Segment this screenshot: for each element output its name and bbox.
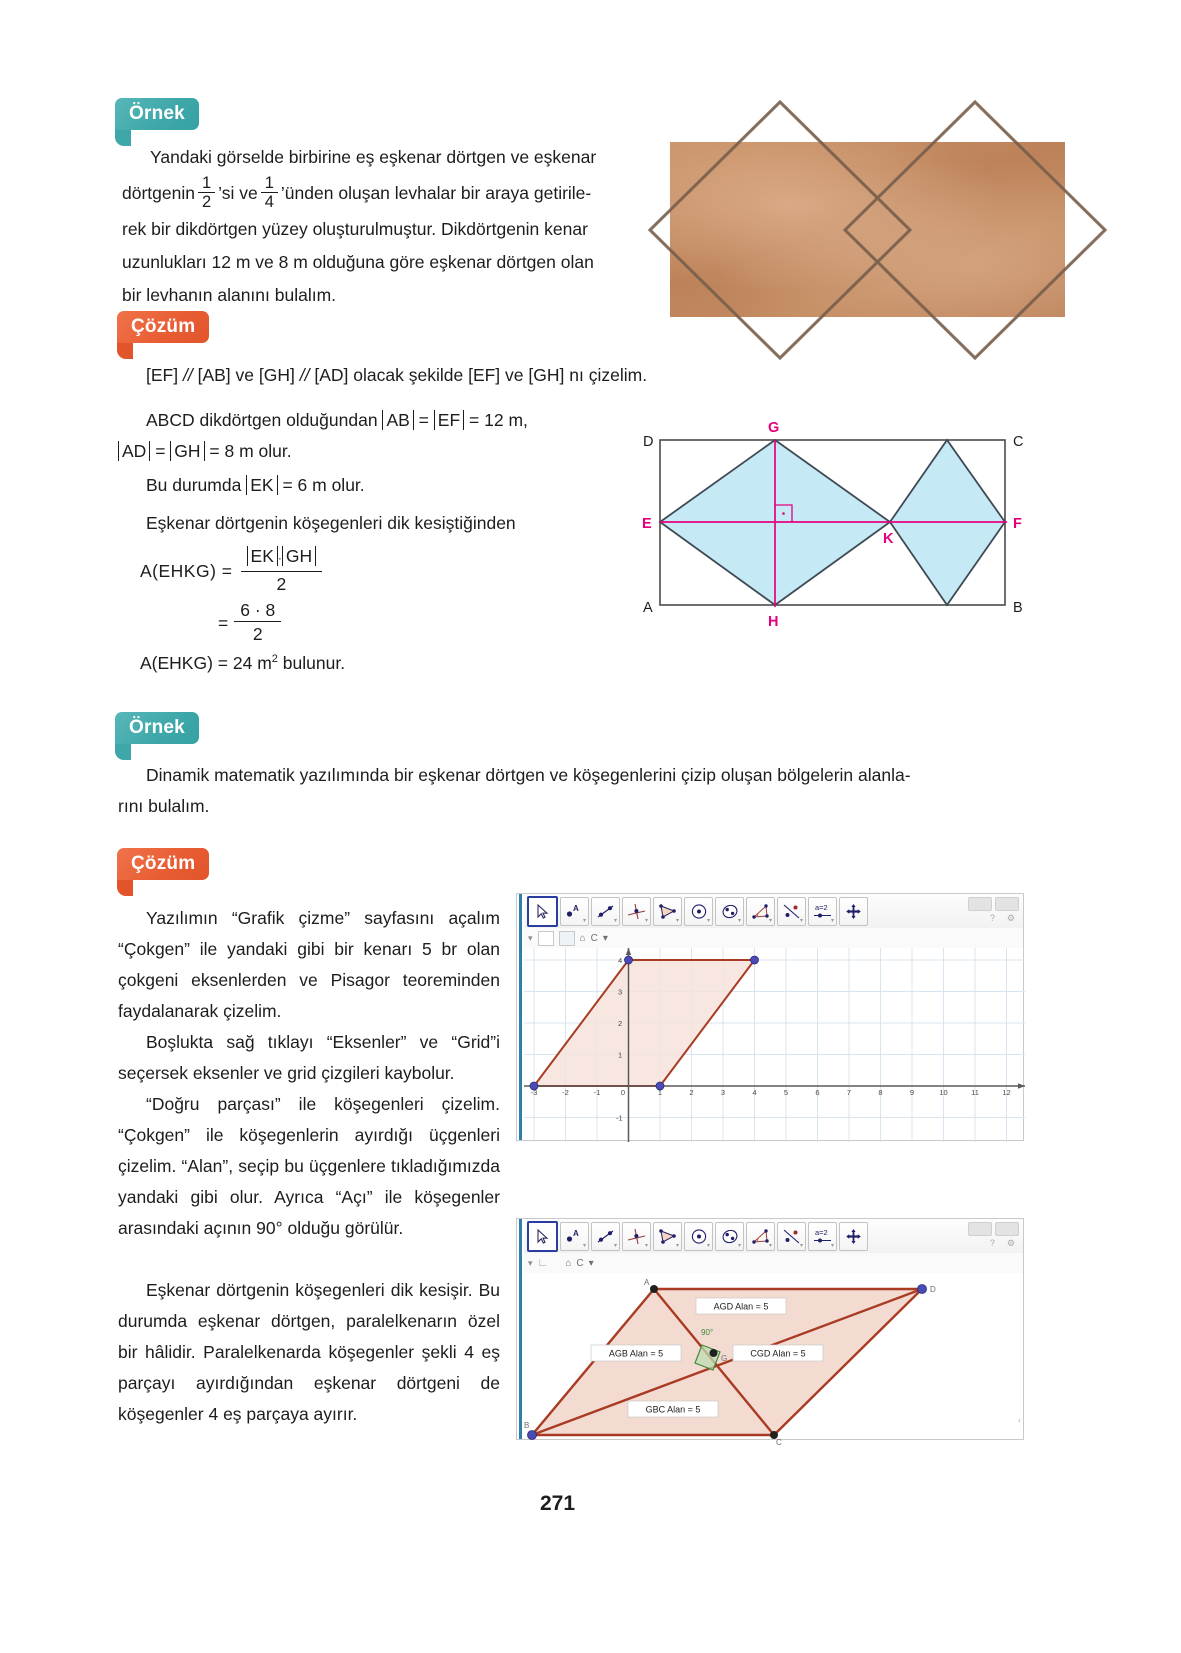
redo-button[interactable] — [995, 1222, 1019, 1236]
formula-fraction-2 — [234, 599, 281, 647]
formula-equals-2: = — [218, 612, 229, 633]
svg-text:G: G — [721, 1354, 728, 1363]
solution2-paragraph-4 — [118, 1275, 500, 1430]
abs-ab: AB — [382, 410, 413, 430]
cozum-tab-2 — [117, 848, 209, 880]
stylebar-axes-icon[interactable]: ∟ — [537, 1257, 549, 1269]
circle-tool[interactable] — [684, 897, 713, 926]
formula-denominator-2: 2 — [234, 621, 281, 647]
label-F: F — [1013, 516, 1022, 532]
fraction-one-quarter: $\frac{1}{4}$ — [261, 175, 278, 211]
abs-ef: EF — [434, 410, 464, 430]
tab-tail — [117, 880, 133, 896]
fraction-one-half: $\frac{1}{2}$ — [198, 175, 215, 211]
settings-icon[interactable]: ⚙ — [1006, 913, 1015, 923]
tool-caret: ▾ — [613, 1242, 617, 1249]
svg-text:6: 6 — [815, 1088, 820, 1097]
label-G: G — [768, 420, 780, 436]
vertex-a — [650, 1285, 658, 1293]
tab-tail — [117, 343, 133, 359]
cozum-tab-2-label: Çözüm — [131, 853, 196, 874]
redo-button[interactable] — [995, 897, 1019, 911]
window-left-rail — [517, 894, 524, 1140]
stylebar-dropdown-icon[interactable]: ▾ — [602, 932, 608, 944]
example1-line4: uzunlukları 12 m ve 8 m olduğuna göre eşkenar dörtgen olan — [122, 252, 594, 272]
svg-text:2: 2 — [618, 1019, 623, 1028]
svg-text:10: 10 — [939, 1088, 948, 1097]
parallel-symbol-1: // — [182, 365, 193, 385]
example1-line3: rek bir dikdörtgen yüzey oluşturulmuştur. Dikdörtgenin kenar — [122, 219, 588, 239]
stylebar-home-icon[interactable]: ⌂ — [579, 932, 586, 944]
y-axis-arrow — [626, 948, 631, 955]
area-agd-label: AGD Alan = 5 — [713, 1301, 769, 1312]
svg-text:A: A — [573, 1228, 579, 1238]
angle-tool[interactable] — [746, 1222, 775, 1251]
abs-ek-formula: EK — [247, 546, 278, 566]
tool-caret: ▾ — [644, 917, 648, 924]
svg-text:3: 3 — [618, 987, 623, 997]
example2-line2: rını bulalım. — [118, 796, 210, 816]
tool-caret: ▾ — [675, 917, 679, 924]
stylebar-fill-swatch[interactable] — [559, 931, 575, 946]
area-cgd-label: CGD Alan = 5 — [750, 1348, 806, 1359]
svg-text:7: 7 — [846, 1088, 852, 1097]
move-graphics-tool[interactable] — [839, 1222, 868, 1251]
tool-caret: ▾ — [706, 1242, 710, 1249]
formula-denominator-1: 2 — [241, 571, 323, 597]
vertex-g — [710, 1349, 718, 1357]
svg-text:A: A — [573, 903, 579, 913]
move-graphics-tool[interactable] — [839, 897, 868, 926]
value-8m: = 8 m olur. — [209, 441, 292, 461]
geogebra-grafik-penceresi-1[interactable] — [516, 893, 1024, 1141]
phrase-ni-cizelim: nı çizelim. — [569, 365, 648, 385]
geogebra-graphics-view-1[interactable] — [524, 948, 1023, 1140]
tool-caret: ▾ — [582, 1242, 586, 1249]
ornek-tab-2-label: Örnek — [129, 717, 185, 738]
solution2-paragraph-2 — [118, 1027, 500, 1089]
label-D: D — [643, 434, 654, 450]
slider-tool[interactable] — [808, 1222, 837, 1251]
line-tool[interactable] — [591, 1222, 620, 1251]
abs-gh-formula: GH — [282, 546, 316, 566]
geogebra-stylebar-2[interactable] — [524, 1253, 1023, 1274]
example2-text — [118, 760, 1068, 822]
svg-text:4: 4 — [752, 1088, 757, 1097]
seg-ef-2: [EF] — [468, 365, 501, 385]
slider-tool[interactable] — [808, 897, 837, 926]
tab-tail — [115, 744, 131, 760]
area-agb-label: AGB Alan = 5 — [608, 1348, 664, 1359]
tile-grout-lines — [670, 142, 1065, 317]
formula-fraction-1 — [241, 545, 323, 597]
value-6m: = 6 m olur. — [282, 475, 365, 495]
conic-tool[interactable] — [715, 1222, 744, 1251]
tool-caret: ▾ — [644, 1242, 648, 1249]
phrase-kosegenler-dik: Eşkenar dörtgenin köşegenleri dik kesiştiğinden — [146, 513, 516, 533]
coordinate-plot-1 — [524, 948, 1025, 1142]
tool-caret: ▾ — [675, 1242, 679, 1249]
cozum-tab-1 — [117, 311, 209, 343]
stylebar-home-icon[interactable]: ⌂ — [565, 1257, 572, 1269]
example1-line2a: dörtgenin — [122, 183, 195, 203]
value-12m: = 12 m, — [469, 410, 528, 430]
formula-result-rhs: bulunur. — [282, 653, 346, 673]
angle-90-label: 90° — [701, 1328, 714, 1337]
move-tool[interactable] — [527, 896, 558, 927]
right-angle-dot — [782, 512, 785, 515]
help-icon[interactable]: ? — [989, 1238, 995, 1248]
example1-text — [122, 142, 650, 312]
cozum-tab-1-label: Çözüm — [131, 316, 196, 337]
formula-result-exponent: 2 — [271, 653, 278, 666]
tool-caret: ▾ — [706, 917, 710, 924]
circle-tool[interactable] — [684, 1222, 713, 1251]
geogebra-stylebar-1[interactable] — [524, 928, 1023, 949]
example1-line2b: ’si ve — [218, 183, 258, 203]
abs-ek: EK — [246, 475, 277, 495]
svg-text:9: 9 — [909, 1088, 915, 1097]
svg-text:-1: -1 — [616, 1113, 623, 1123]
conic-tool[interactable] — [715, 897, 744, 926]
svg-text:5: 5 — [783, 1088, 789, 1097]
example2-line1: Dinamik matematik yazılımında bir eşkenar dörtgen ve köşegenlerini çizip oluşan bölgelerin alanla- — [146, 765, 911, 785]
example1-line5: bir levhanın alanını bulalım. — [122, 285, 337, 305]
reflect-tool[interactable] — [777, 897, 806, 926]
label-H: H — [768, 614, 779, 630]
x-axis-arrow — [1018, 1083, 1025, 1088]
move-tool[interactable] — [527, 1221, 558, 1252]
conj-ve-2: ve — [505, 365, 524, 385]
svg-text:8: 8 — [878, 1088, 883, 1097]
solution2-p3-text: “Doğru parçası” ile köşegenleri çizelim. “Çokgen” ile köşegenlerin ayırdığı üçgenleri çizelim. “Alan”, seçip bu üçgenlere tıkladığımızda yandaki gibi olur. Ayrıca “Açı” ile köşegenler arasındaki açının 90° olduğu görülür. — [118, 1094, 500, 1238]
solution2-p4-text: Eşkenar dörtgenin köşegenleri dik kesişir. Bu durumda eşkenar dörtgen, paralelkenarın özel bir hâlidir. Paralelkenarda köşegenler şekli 4 eş parçayı ayırdığından eşkenar dörtgeni de köşegenler 4 eş parçaya ayırır. — [118, 1280, 500, 1424]
abs-ad: AD — [118, 441, 150, 461]
settings-icon[interactable]: ⚙ — [1006, 1238, 1015, 1248]
eskenar-dortgen-levha-fotografi — [670, 142, 1065, 317]
abs-gh: GH — [170, 441, 204, 461]
stylebar-color-label[interactable]: C — [590, 932, 598, 944]
perpendicular-line-tool[interactable] — [622, 1222, 651, 1251]
undo-button[interactable] — [968, 897, 992, 911]
vertex-b — [528, 1431, 537, 1440]
abcd-dikdortgen-eskenar-dortgen-sekli — [635, 410, 1035, 635]
point-tool[interactable] — [560, 897, 589, 926]
point-tool[interactable] — [560, 1222, 589, 1251]
equals-2: = — [155, 441, 166, 461]
area-gbc-label: GBC Alan = 5 — [645, 1404, 701, 1415]
solution2-paragraph-3 — [118, 1089, 500, 1244]
svg-text:1: 1 — [618, 1050, 623, 1060]
tool-caret: ▾ — [799, 917, 803, 924]
phrase-olacak-sekilde: olacak şekilde — [353, 365, 464, 385]
seg-gh-1: [GH] — [258, 365, 295, 385]
formula-result — [140, 653, 345, 674]
label-E: E — [642, 516, 652, 532]
solution1-line1 — [118, 360, 738, 391]
seg-ef-1: [EF] — [146, 365, 179, 385]
svg-text:C: C — [776, 1438, 782, 1447]
label-A: A — [643, 600, 653, 616]
label-C: C — [1013, 434, 1024, 450]
parallel-symbol-2: // — [299, 365, 310, 385]
rhombus-diagonals-plot — [524, 1273, 1025, 1447]
undo-button[interactable] — [968, 1222, 992, 1236]
tool-caret: ▾ — [799, 1242, 803, 1249]
svg-text:-1: -1 — [593, 1088, 601, 1097]
formula-lhs: A(EHKG) = — [140, 560, 233, 581]
tool-caret: ▾ — [613, 917, 617, 924]
stylebar-dropdown-icon[interactable]: ▾ — [588, 1257, 594, 1269]
vertex-d — [918, 1285, 927, 1294]
example1-line1: Yandaki görselde birbirine eş eşkenar dörtgen ve eşkenar — [150, 147, 597, 167]
svg-text:a=2: a=2 — [815, 902, 828, 912]
solution2-p1-text: Yazılımın “Grafik çizme” sayfasını açalım “Çokgen” ile yandaki gibi bir kenarı 5 br olan çokgeni eksenlerden ve Pisagor teoreminden faydalanarak çizelim. — [118, 908, 500, 1021]
solution1-line3 — [118, 470, 618, 501]
tool-caret: ▾ — [737, 1242, 741, 1249]
line-tool[interactable] — [591, 897, 620, 926]
solution2-p2-text: Boşlukta sağ tıklayı “Eksenler” ve “Grid”i seçersek eksenler ve grid çizgileri kaybolur. — [118, 1032, 500, 1083]
svg-text:-3: -3 — [530, 1088, 538, 1097]
solution1-line2 — [118, 405, 618, 467]
svg-text:4: 4 — [618, 956, 623, 965]
seg-gh-2: [GH] — [528, 365, 565, 385]
ornek-tab-2 — [115, 712, 199, 744]
seg-ad: [AD] — [314, 365, 349, 385]
formula-numerator-2: 6 · 8 — [240, 600, 276, 620]
x-tick-labels-1 — [531, 1088, 1011, 1097]
window-controls-2[interactable] — [968, 1222, 1019, 1236]
polygon-tool[interactable] — [653, 1222, 682, 1251]
svg-text:-2: -2 — [562, 1088, 569, 1097]
label-B: B — [1013, 600, 1023, 616]
window-controls-1[interactable] — [968, 897, 1019, 911]
svg-text:2: 2 — [689, 1088, 694, 1097]
window-help-row-2[interactable] — [990, 1238, 1015, 1249]
solution2-paragraph-1 — [118, 903, 500, 1027]
area-formula-block — [140, 545, 345, 674]
tool-caret: ▾ — [737, 917, 741, 924]
tool-caret: ▾ — [582, 917, 586, 924]
geogebra-grafik-penceresi-2[interactable] — [516, 1218, 1024, 1447]
svg-text:A: A — [644, 1278, 650, 1287]
solution1-line4 — [118, 508, 638, 539]
svg-text:1: 1 — [657, 1088, 663, 1097]
svg-text:a=2: a=2 — [815, 1227, 828, 1237]
help-icon[interactable]: ? — [989, 913, 995, 923]
window-left-rail — [517, 1219, 524, 1439]
formula-result-lhs: A(EHKG) = 24 m — [140, 653, 272, 673]
tool-caret: ▾ — [768, 917, 772, 924]
conj-ve-1: ve — [235, 365, 255, 385]
svg-text:3: 3 — [720, 1088, 726, 1097]
phrase-abcd-dikdortgen: ABCD dikdörtgen olduğundan — [146, 410, 378, 430]
tool-caret: ▾ — [830, 1242, 834, 1249]
multiply-dot-1: · — [277, 551, 282, 565]
tool-caret: ▾ — [768, 1242, 772, 1249]
page-number: 271 — [540, 1492, 576, 1515]
example1-line2c: ’ünden oluşan levhalar bir araya getirile- — [280, 183, 592, 203]
stylebar-color-label[interactable]: C — [576, 1257, 584, 1269]
stylebar-caret-icon[interactable]: ▾ — [528, 932, 533, 943]
geogebra-toolbar-1[interactable] — [524, 894, 1023, 929]
stylebar-color-swatch[interactable] — [538, 931, 554, 946]
label-K: K — [883, 531, 894, 547]
geogebra-toolbar-2[interactable] — [524, 1219, 1023, 1254]
reflect-tool[interactable] — [777, 1222, 806, 1251]
geogebra-graphics-view-2[interactable] — [524, 1273, 1023, 1447]
ornek-tab-1-label: Örnek — [129, 103, 185, 124]
angle-tool[interactable] — [746, 897, 775, 926]
polygon-tool[interactable] — [653, 897, 682, 926]
window-help-row-1[interactable] — [990, 913, 1015, 924]
stylebar-caret-icon[interactable]: ▾ — [528, 1257, 533, 1268]
svg-text:D: D — [930, 1285, 936, 1294]
ornek-tab-1 — [115, 98, 199, 130]
svg-text:11: 11 — [971, 1088, 979, 1097]
perpendicular-line-tool[interactable] — [622, 897, 651, 926]
phrase-bu-durumda: Bu durumda — [146, 475, 242, 495]
canvas-resize-handle[interactable]: ‹ — [1018, 1415, 1021, 1425]
svg-text:0: 0 — [620, 1088, 626, 1097]
svg-text:12: 12 — [1002, 1088, 1011, 1097]
seg-ab: [AB] — [197, 365, 231, 385]
svg-text:B: B — [524, 1421, 530, 1430]
equals-1: = — [418, 410, 429, 430]
tool-caret: ▾ — [830, 917, 834, 924]
